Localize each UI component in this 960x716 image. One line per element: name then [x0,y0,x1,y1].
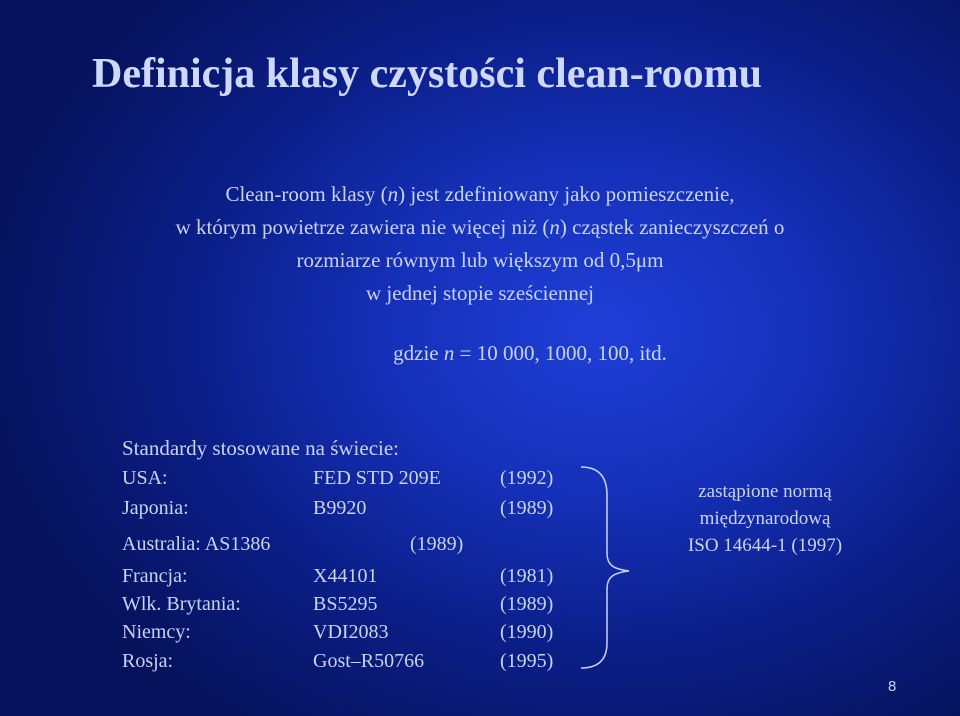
definition-line-2: w którym powietrze zawiera nie więcej niż (n) cząstek zanieczyszczeń o [175,215,785,239]
slide-title: Definicja klasy czystości clean-roomu [92,51,762,97]
country-cell: Australia: AS1386 [122,533,271,555]
page-number: 8 [888,678,897,695]
year-cell: (1989) [500,593,554,615]
definition-line-1: Clean-room klasy (n) jest zdefiniowany jako pomieszczenie, [225,182,735,206]
definition-line-3: rozmiarze równym lub większym od 0,5μm [296,248,664,272]
standard-cell: B9920 [313,497,367,519]
year-cell: (1989) [410,533,464,555]
country-cell: Niemcy: [122,621,191,643]
definition-line-4: w jednej stopie sześciennej [365,281,594,305]
standard-cell: BS5295 [313,593,378,615]
country-cell: Wlk. Brytania: [122,593,241,615]
year-cell: (1981) [500,565,554,587]
curly-brace-icon [575,465,635,670]
standard-cell: VDI2083 [313,621,389,643]
note-line: międzynarodową [699,508,831,529]
country-cell: Japonia: [122,497,189,519]
country-cell: Francja: [122,565,188,587]
standard-cell: X44101 [313,565,378,587]
note-line: zastąpione normą [698,481,832,502]
country-cell: Rosja: [122,650,174,672]
note-line: ISO 14644-1 (1997) [687,535,843,556]
standard-cell: Gost–R50766 [313,650,425,672]
year-cell: (1989) [500,497,554,519]
year-cell: (1995) [500,650,554,672]
standards-heading: Standardy stosowane na świecie: [122,436,400,460]
standard-cell: FED STD 209E [313,467,441,489]
where-line: gdzie n = 10 000, 1000, 100, itd. [393,341,667,365]
country-cell: USA: [122,467,168,489]
year-cell: (1990) [500,621,554,643]
year-cell: (1992) [500,467,554,489]
